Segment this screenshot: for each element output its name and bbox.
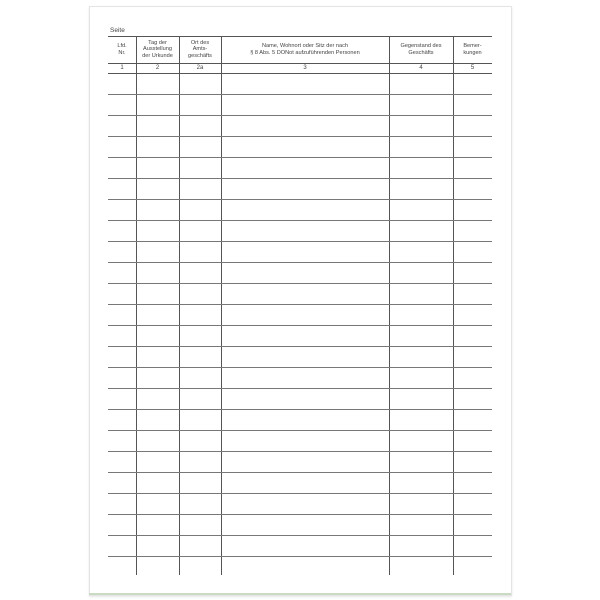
sheet-bottom-edge bbox=[89, 593, 511, 595]
table-row-rule bbox=[108, 241, 492, 242]
table-row-rule bbox=[108, 472, 492, 473]
column-number-2a: 2a bbox=[196, 65, 204, 71]
column-number-3: 3 bbox=[303, 65, 307, 71]
register-table bbox=[108, 36, 492, 575]
table-row-rule bbox=[108, 94, 492, 95]
table-row-rule bbox=[108, 157, 492, 158]
column-number-2: 2 bbox=[155, 65, 160, 71]
table-row-rule bbox=[108, 367, 492, 368]
table-row-rule bbox=[108, 409, 492, 410]
header-tag-ausstellung: Tag der Ausstellung der Urkunde bbox=[142, 39, 173, 59]
table-row-rule bbox=[108, 178, 492, 179]
table-row-rule bbox=[108, 514, 492, 515]
table-row-rule bbox=[108, 535, 492, 536]
column-number-5: 5 bbox=[470, 65, 475, 71]
header-bemerkungen: Bemer- kungen bbox=[463, 42, 482, 56]
table-row-rule bbox=[108, 388, 492, 389]
column-rule bbox=[179, 37, 180, 575]
column-rule bbox=[221, 37, 222, 575]
header-ort-amtsgeschaeft: Ort des Amts- geschäfts bbox=[188, 39, 212, 59]
column-number-4: 4 bbox=[419, 65, 423, 71]
table-row-rule bbox=[108, 430, 492, 431]
table-row-rule bbox=[108, 115, 492, 116]
table-row-rule bbox=[108, 199, 492, 200]
table-row-rule bbox=[108, 304, 492, 305]
table-row-rule bbox=[108, 346, 492, 347]
table-row-rule bbox=[108, 262, 492, 263]
page-label: Seite bbox=[110, 27, 125, 34]
column-rule bbox=[389, 37, 390, 575]
column-rule bbox=[136, 37, 137, 575]
header-gegenstand: Gegenstand des Geschäfts bbox=[400, 42, 442, 56]
number-row-rule bbox=[108, 73, 492, 74]
table-row-rule bbox=[108, 556, 492, 557]
header-lfd-nr: Lfd. Nr. bbox=[117, 42, 127, 56]
header-name-wohnort: Name, Wohnort oder Sitz der nach § 8 Abs. 5 DONot aufzuführenden Personen bbox=[250, 42, 360, 56]
table-row-rule bbox=[108, 220, 492, 221]
table-row-rule bbox=[108, 493, 492, 494]
column-number-1: 1 bbox=[120, 65, 124, 71]
header-rule bbox=[108, 63, 492, 64]
table-row-rule bbox=[108, 283, 492, 284]
table-row-rule bbox=[108, 136, 492, 137]
table-row-rule bbox=[108, 451, 492, 452]
table-row-rule bbox=[108, 325, 492, 326]
column-rule bbox=[453, 37, 454, 575]
